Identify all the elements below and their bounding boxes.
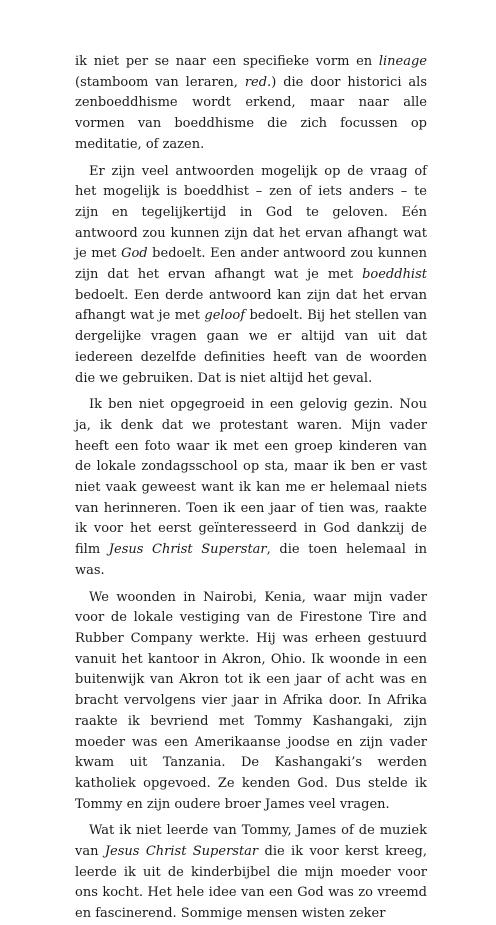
italic-text: Jesus Christ Superstar	[104, 844, 259, 860]
text-run: ) die door historici als zenboeddhisme wordt erkend, maar naar alle vormen van boeddhisme die zich focussen op meditatie, of zazen.	[75, 74, 427, 152]
italic-text: Jesus Christ Superstar	[108, 542, 267, 558]
italic-text: geloof	[204, 308, 246, 324]
paragraph	[75, 162, 427, 390]
text-run: ik niet per se naar een specifieke vorm en	[75, 54, 379, 69]
book-page-text	[75, 52, 427, 925]
text-run: bedoelt. Een derde antwoord kan zijn dat het ervan afhangt wat je met	[75, 287, 427, 324]
text-run: bedoelt. Een ander antwoord zou kunnen zijn dat het ervan afhangt wat je met	[75, 246, 427, 283]
text-run: We woonden in Nairobi, Kenia, waar mijn vader voor de lokale vestiging van de Firestone Tire and Rubber Company werkte. Hij was erheen gestuurd vanuit het kantoor in Akron, Ohio. Ik woonde in een buitenwijk van Akron tot ik een jaar of acht was en bracht vervolgens vier jaar in Afrika door. In Afrika raakte ik bevriend met Tommy Kashangaki, zijn moeder was een Amerikaanse joodse en zijn vader kwam uit Tanzania. De Kashangaki’s werden katholiek opgevoed. Ze kenden God. Dus stelde ik Tommy en zijn oudere broer James veel vragen.	[75, 589, 427, 812]
paragraph	[75, 588, 427, 816]
italic-text: red.	[244, 74, 272, 90]
text-run: Ik ben niet opgegroeid in een gelovig gezin. Nou ja, ik denk dat we protestant waren. Mijn vader heeft een foto waar ik met een groep kinderen van de lokale zondagsschool op sta, maar ik ben er vast niet vaak geweest want ik kan me er helemaal niets van herinneren. Toen ik een jaar of tien was, raakte ik voor het eerst geïnteresseerd in God dankzij de film	[75, 397, 427, 558]
italic-text: God	[121, 246, 148, 262]
italic-text: lineage	[378, 54, 427, 69]
text-run: bedoelt. Bij het stellen van dergelijke vragen gaan we er altijd van uit dat iedereen dezelfde definities heeft van de woorden die we gebruiken. Dat is niet altijd het geval.	[75, 308, 427, 386]
text-run: Wat ik niet leerde van Tommy, James of de muziek van	[75, 823, 427, 860]
text-run: die ik voor kerst kreeg, leerde ik uit de kinderbijbel die mijn moeder voor ons kocht. Het hele idee van een God was zo vreemd en fascinerend. Sommige mensen wisten zeker	[75, 844, 428, 922]
italic-text: boeddhist	[362, 267, 427, 283]
paragraph	[75, 395, 427, 581]
text-run: (stamboom van leraren,	[75, 74, 245, 90]
text-run: , die toen helemaal in was.	[75, 542, 428, 578]
paragraph	[75, 52, 427, 156]
paragraph	[75, 821, 427, 925]
text-run: Er zijn veel antwoorden mogelijk op de vraag of het mogelijk is boeddhist – zen of iets anders – te zijn en tegelijkertijd in God te geloven. Eén antwoord zou kunnen zijn dat het ervan afhangt wat je met	[75, 163, 427, 262]
